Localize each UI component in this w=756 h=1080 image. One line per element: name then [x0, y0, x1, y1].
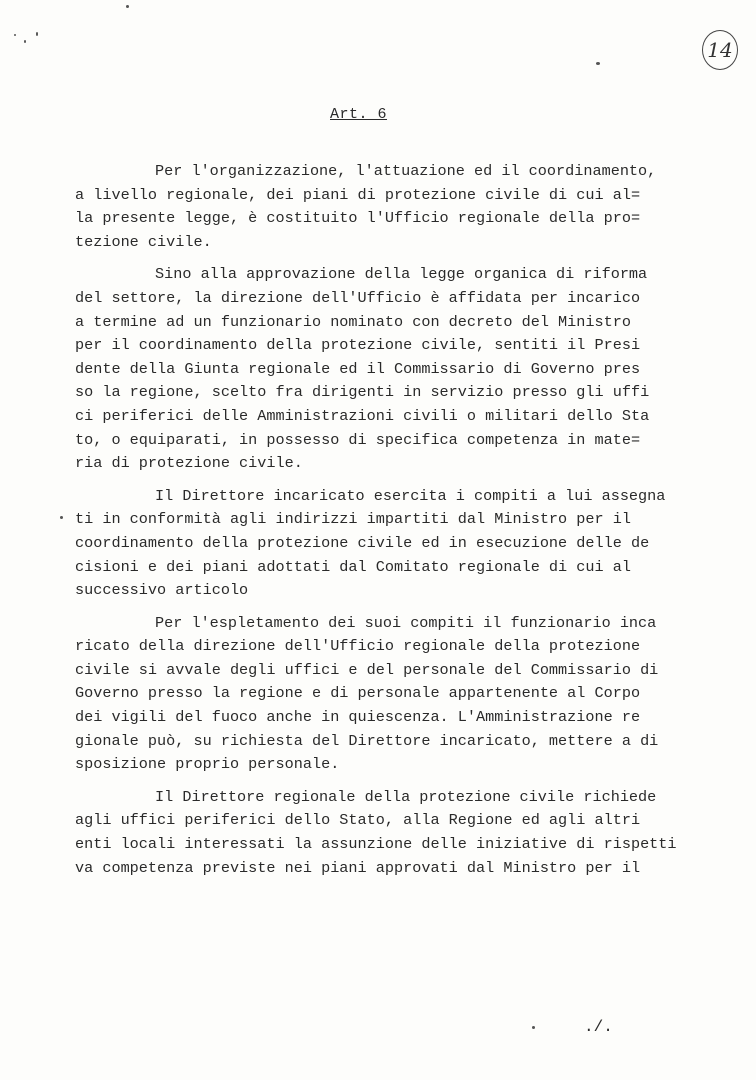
text-line: so la regione, scelto fra dirigenti in servizio presso gli uffi	[75, 383, 650, 402]
scan-speck	[126, 5, 129, 8]
scan-speck	[36, 32, 38, 36]
paragraph-1	[75, 160, 715, 254]
paragraph-2	[75, 263, 715, 475]
article-heading: Art. 6	[330, 106, 388, 123]
text-line: Per l'organizzazione, l'attuazione ed il coordinamento,	[155, 162, 657, 180]
document-body	[75, 160, 715, 889]
paragraph-5	[75, 786, 715, 880]
text-line: agli uffici periferici dello Stato, alla Regione ed agli altri	[75, 811, 641, 830]
scan-speck	[24, 40, 26, 43]
text-line: tezione civile.	[75, 232, 212, 251]
scan-speck	[532, 1026, 535, 1029]
scan-speck	[60, 516, 63, 519]
text-line: ti in conformità agli indirizzi impartiti dal Ministro per il	[75, 510, 631, 529]
scan-speck	[14, 34, 16, 36]
text-line: ricato della direzione dell'Ufficio regionale della protezione	[75, 637, 641, 656]
text-line: ria di protezione civile.	[75, 454, 303, 473]
text-line: dei vigili del fuoco anche in quiescenza. L'Amministrazione re	[75, 708, 641, 727]
text-line: successivo articolo	[75, 581, 249, 600]
paragraph-3	[75, 485, 715, 603]
text-line: gionale può, su richiesta del Direttore incaricato, mettere a di	[75, 731, 659, 750]
continuation-mark: ./.	[584, 1018, 613, 1036]
text-line: a livello regionale, dei piani di protezione civile di cui al=	[75, 185, 641, 204]
text-line: cisioni e dei piani adottati dal Comitato regionale di cui al	[75, 557, 631, 576]
text-line: del settore, la direzione dell'Ufficio è affidata per incarico	[75, 288, 641, 307]
text-line: coordinamento della protezione civile ed in esecuzione delle de	[75, 533, 650, 552]
text-line: va competenza previste nei piani approvati dal Ministro per il	[75, 858, 641, 877]
text-line: to, o equiparati, in possesso di specifica competenza in mate=	[75, 430, 641, 449]
text-line: enti locali interessati la assunzione delle iniziative di rispetti	[75, 835, 677, 854]
text-line: Per l'espletamento dei suoi compiti il funzionario inca	[155, 613, 657, 632]
text-line: ci periferici delle Amministrazioni civili o militari dello Sta	[75, 406, 650, 425]
text-line: a termine ad un funzionario nominato con decreto del Ministro	[75, 312, 631, 331]
text-line: sposizione proprio personale.	[75, 755, 340, 774]
text-line: dente della Giunta regionale ed il Commissario di Governo pres	[75, 359, 641, 378]
page-number-stamp: 14	[702, 30, 738, 70]
text-line: per il coordinamento della protezione civile, sentiti il Presi	[75, 336, 641, 355]
text-line: la presente legge, è costituito l'Ufficio regionale della pro=	[75, 209, 641, 228]
scan-speck	[596, 62, 600, 65]
text-line: Sino alla approvazione della legge organica di riforma	[155, 265, 648, 284]
text-line: Il Direttore regionale della protezione civile richiede	[155, 787, 657, 806]
text-line: Governo presso la regione e di personale appartenente al Corpo	[75, 684, 641, 703]
text-line: civile si avvale degli uffici e del personale del Commissario di	[75, 660, 659, 679]
text-line: Il Direttore incaricato esercita i compiti a lui assegna	[155, 486, 666, 505]
paragraph-4	[75, 612, 715, 777]
